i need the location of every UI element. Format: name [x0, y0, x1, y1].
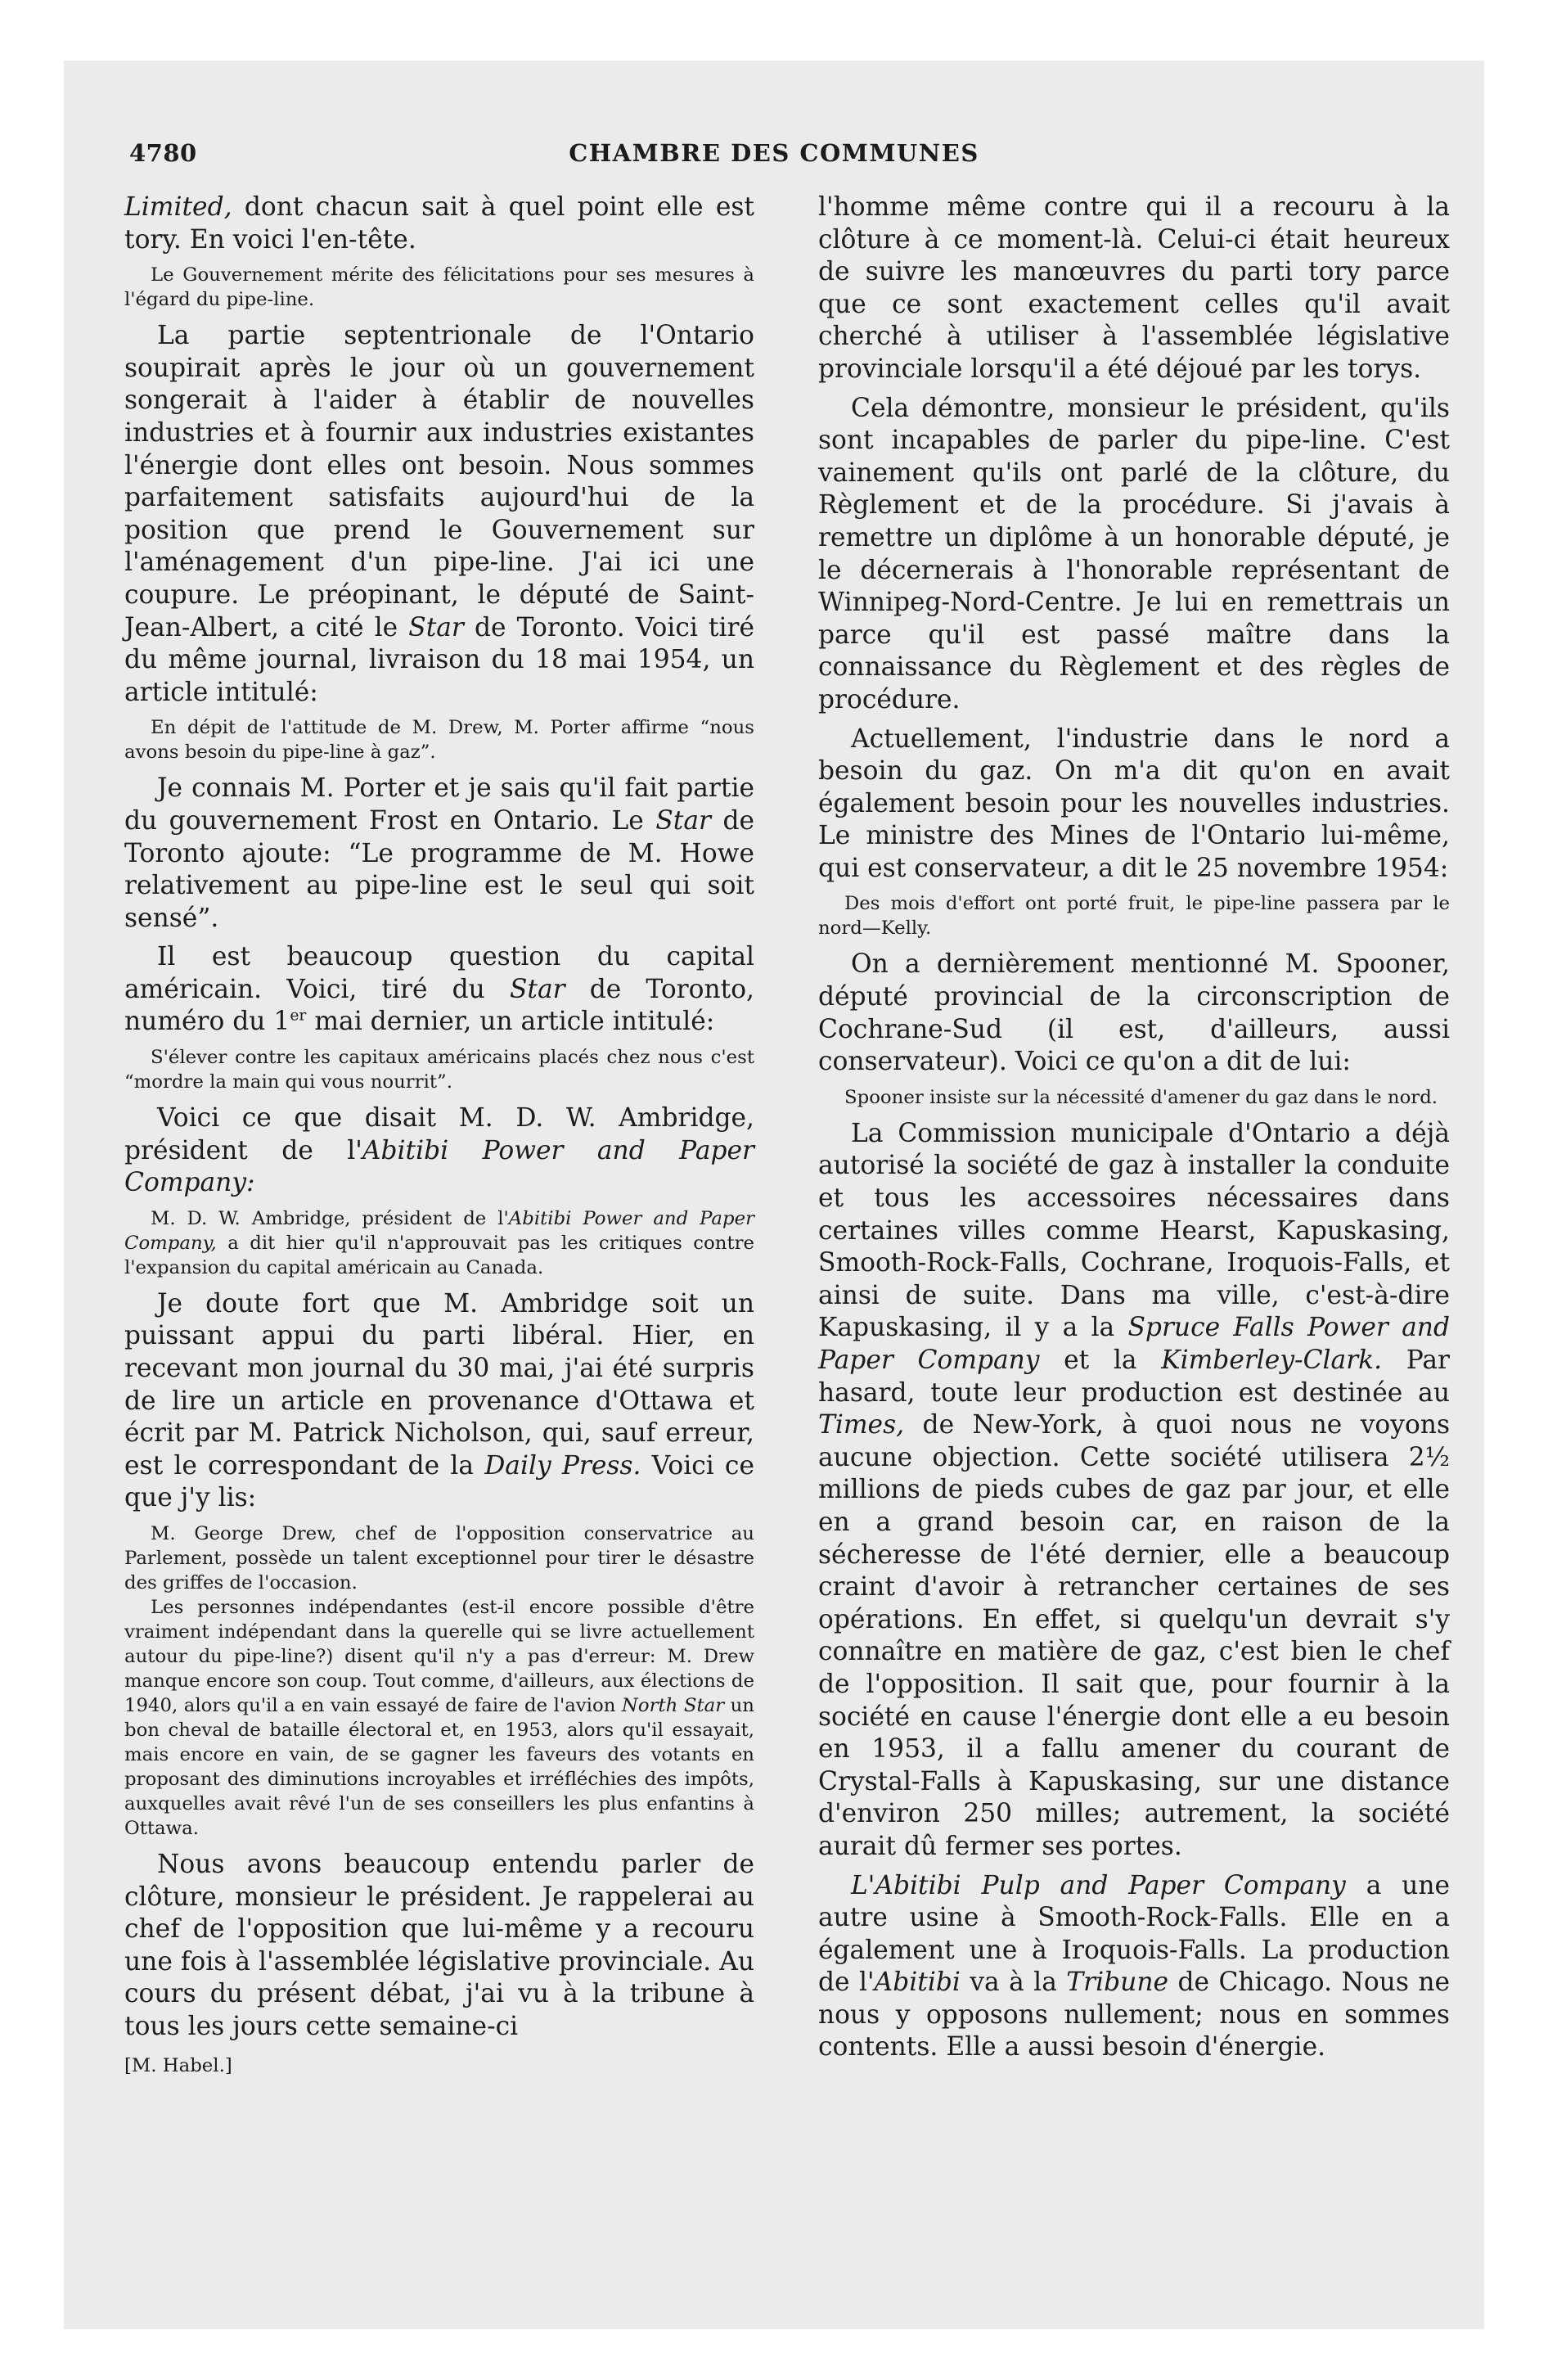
- paragraph: La partie septentrionale de l'Ontario soupirait après le jour où un gouvernement songerait à l'aider à établir de nouvelles industries et à fournir aux industries existantes l'énergie dont elles ont besoin. Nous sommes parfaitement satisfaits aujourd'hui de la position que prend le Gouvernement sur l'aménagement d'un pipe-line. J'ai ici une coupure. Le préopinant, le député de Saint-Jean-Albert, a cité le Star de Toronto. Voici tiré du même journal, livraison du 18 mai 1954, un article intitulé:: [124, 321, 754, 707]
- paragraph: L'Abitibi Pulp and Paper Company a une autre usine à Smooth-Rock-Falls. Elle en a également une à Iroquois-Falls. La production de l'Abitibi va à la Tribune de Chicago. Nous ne nous y opposons nullement; nous en sommes contents. Elle a aussi besoin d'énergie.: [818, 1870, 1450, 2062]
- paragraph: Limited, dont chacun sait à quel point elle est tory. En voici l'en-tête.: [124, 192, 754, 255]
- quotation: M. George Drew, chef de l'opposition conservatrice au Parlement, possède un talent exceptionnel pour tirer le désastre des griffes de l'occasion.: [124, 1523, 754, 1593]
- paragraph: Je doute fort que M. Ambridge soit un puissant appui du parti libéral. Hier, en recevant mon journal du 30 mai, j'ai été surpris de lire un article en provenance d'Ottawa et écrit par M. Patrick Nicholson, qui, sauf erreur, est le correspondant de la Daily Press. Voici ce que j'y lis:: [124, 1288, 754, 1513]
- paragraph: Voici ce que disait M. D. W. Ambridge, président de l'Abitibi Power and Paper Company:: [124, 1103, 754, 1198]
- paragraph: Je connais M. Porter et je sais qu'il fait partie du gouvernement Frost en Ontario. Le Star de Toronto ajoute: “Le programme de M. Howe relativement au pipe-line est le seul qui soit sensé”.: [124, 773, 754, 933]
- speaker-signature: [M. Habel.]: [124, 2054, 232, 2076]
- document-page: [64, 61, 1484, 2329]
- paragraph: Cela démontre, monsieur le président, qu'ils sont incapables de parler du pipe-line. C'est vainement qu'ils ont parlé de la clôture, du Règlement et de la procédure. Si j'avais à remettre un diplôme à un honorable député, je le décernerais à l'honorable représentant de Winnipeg-Nord-Centre. Je lui en remettrais un parce qu'il est passé maître dans la connaissance du Règlement et des règles de procédure.: [818, 393, 1450, 714]
- left-column: [124, 192, 754, 2078]
- page-number: 4780: [129, 139, 197, 167]
- quotation: En dépit de l'attitude de M. Drew, M. Porter affirme “nous avons besoin du pipe-line à gaz”.: [124, 717, 754, 764]
- quotation: M. D. W. Ambridge, président de l'Abitibi Power and Paper Company, a dit hier qu'il n'approuvait pas les critiques contre l'expansion du capital américain au Canada.: [124, 1207, 754, 1278]
- paragraph: l'homme même contre qui il a recouru à la clôture à ce moment-là. Celui-ci était heureux de suivre les manœuvres du parti tory parce que ce sont exactement celles qu'il avait cherché à utiliser à l'assemblée législative provinciale lorsqu'il a été déjoué par les torys.: [818, 192, 1450, 384]
- quotation: Le Gouvernement mérite des félicitations pour ses mesures à l'égard du pipe-line.: [124, 264, 754, 311]
- page-title: CHAMBRE DES COMMUNES: [569, 139, 979, 167]
- paragraph: La Commission municipale d'Ontario a déjà autorisé la société de gaz à installer la conduite et tous les accessoires nécessaires dans certaines villes comme Hearst, Kapuskasing, Smooth-Rock-Falls, Cochrane, Iroquois-Falls, et ainsi de suite. Dans ma ville, c'est-à-dire Kapuskasing, il y a la Spruce Falls Power and Paper Company et la Kimberley-Clark. Par hasard, toute leur production est destinée au Times, de New-York, à quoi nous ne voyons aucune objection. Cette société utilisera 2½ millions de pieds cubes de gaz par jour, et elle en a grand besoin car, en raison de la sécheresse de l'été dernier, elle a beaucoup craint d'avoir à retrancher certaines de ses opérations. En effet, si quelqu'un devrait s'y connaître en matière de gaz, c'est bien le chef de l'opposition. Il sait que, pour fournir à la société en cause l'énergie dont elle a eu besoin en 1953, il a fallu amener du courant de Crystal-Falls à Kapuskasing, sur une distance d'environ 250 milles; autrement, la société aurait dû fermer ses portes.: [818, 1118, 1451, 1861]
- quotation: Des mois d'effort ont porté fruit, le pipe-line passera par le nord—Kelly.: [818, 893, 1450, 940]
- page-header: [64, 139, 1484, 180]
- quotation: S'élever contre les capitaux américains placés chez nous c'est “mordre la main qui vous nourrit”.: [124, 1047, 754, 1093]
- quotation: Les personnes indépendantes (est-il encore possible d'être vraiment indépendant dans la querelle qui se livre actuellement autour du pipe-line?) disent qu'il n'y a pas d'erreur: M. Drew manque encore son coup. Tout comme, d'ailleurs, aux élections de 1940, alors qu'il a en vain essayé de faire de l'avion North Star un bon cheval de bataille électoral et, en 1953, alors qu'il essayait, mais encore en vain, de se gagner les faveurs des votants en proposant des diminutions incroyables et irréfléchies des impôts, auxquelles avait rêvé l'un de ses conseillers les plus enfantins à Ottawa.: [124, 1597, 754, 1839]
- right-column: [818, 192, 1450, 2071]
- paragraph: Il est beaucoup question du capital américain. Voici, tiré du Star de Toronto, numéro du 1er mai dernier, un article intitulé:: [124, 942, 754, 1037]
- paragraph: Nous avons beaucoup entendu parler de clôture, monsieur le président. Je rappelerai au chef de l'opposition que lui-même y a recouru une fois à l'assemblée législative provinciale. Au cours du présent débat, j'ai vu à la tribune à tous les jours cette semaine-ci: [124, 1850, 754, 2041]
- paragraph: On a dernièrement mentionné M. Spooner, député provincial de la circonscription de Cochrane-Sud (il est, d'ailleurs, aussi conservateur). Voici ce qu'on a dit de lui:: [818, 949, 1450, 1077]
- quotation: Spooner insiste sur la nécessité d'amener du gaz dans le nord.: [844, 1086, 1438, 1108]
- paragraph: Actuellement, l'industrie dans le nord a besoin du gaz. On m'a dit qu'on en avait également besoin pour les nouvelles industries. Le ministre des Mines de l'Ontario lui-même, qui est conservateur, a dit le 25 novembre 1954:: [818, 723, 1450, 883]
